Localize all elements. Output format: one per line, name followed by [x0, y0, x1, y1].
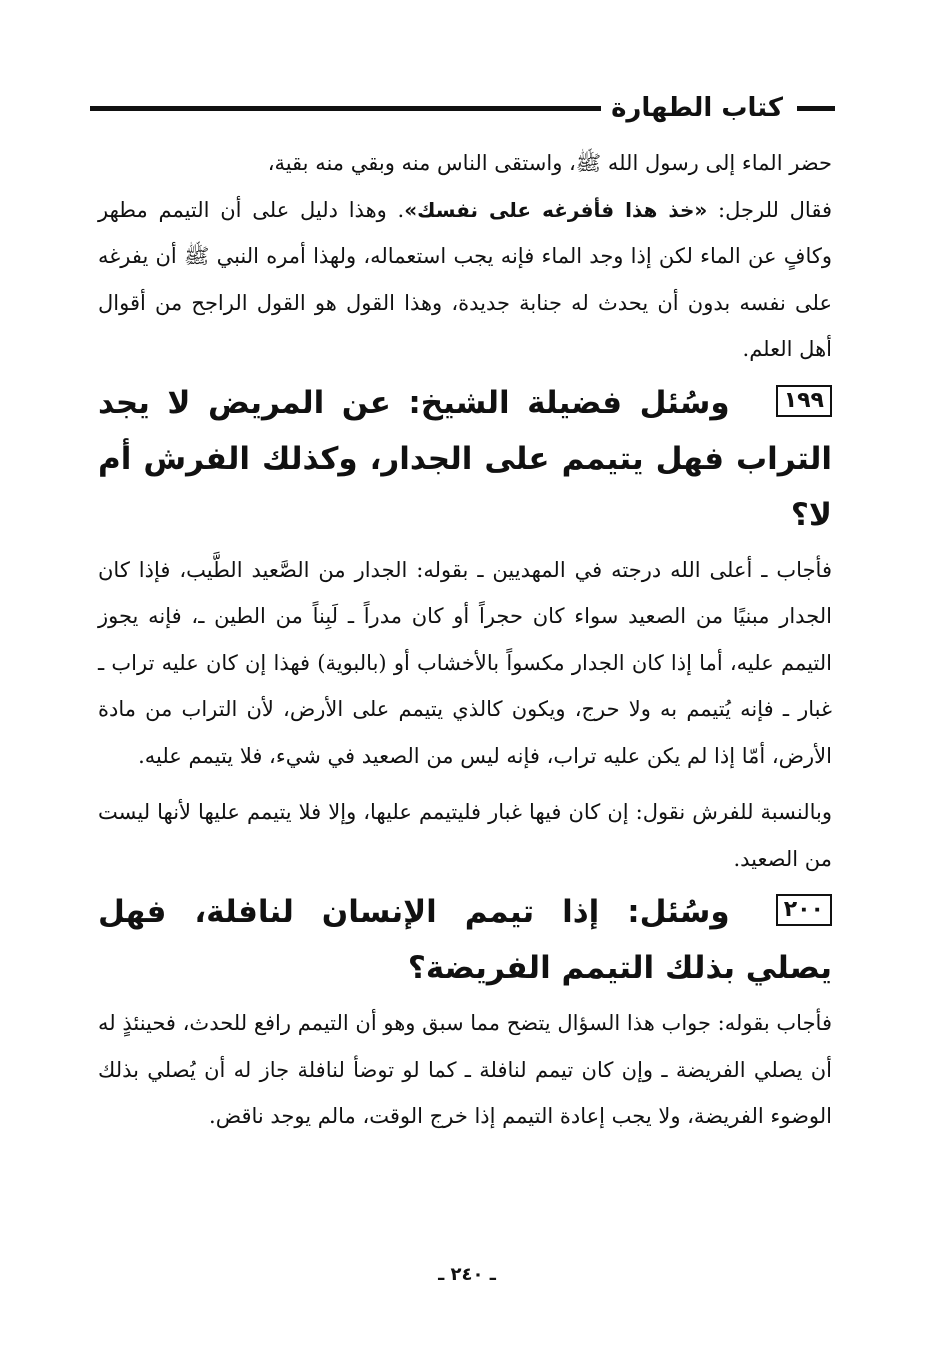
page-body	[98, 140, 832, 1140]
answer-199-paragraph-2: وبالنسبة للفرش نقول: إن كان فيها غبار فليتيمم عليها، وإلا فلا يتيمم عليها لأنها ليست من الصعيد.	[98, 800, 832, 871]
chapter-title: كتاب الطهارة	[611, 93, 783, 123]
question-text-199: وسُئل فضيلة الشيخ: عن المريض لا يجد التراب فهل يتيمم على الجدار، وكذلك الفرش أم لا؟	[98, 384, 832, 533]
header-rule	[90, 106, 601, 111]
question-number-200: ٢٠٠	[776, 894, 832, 926]
question-199	[98, 375, 832, 543]
paragraph-hadith: فقال للرجل: «خذ هذا فأفرغه على نفسك». وهذا دليل على أن التيمم مطهر وكافٍ عن الماء لكن إذا وجد الماء فإنه يجب استعماله، ولهذا أمره النبي ﷺ أن يفرغه على نفسه بدون أن يحدث له جنابة جديدة، وهذا القول هو القول الراجح من أقوال أهل العلم.	[98, 197, 832, 361]
question-200	[98, 884, 832, 996]
question-text-200: وسُئل: إذا تيمم الإنسان لنافلة، فهل يصلي بذلك التيمم الفريضة؟	[98, 894, 832, 986]
hadith-quote: «خذ هذا فأفرغه على نفسك»	[404, 197, 708, 222]
paragraph-continuation: حضر الماء إلى رسول الله ﷺ، واستقى الناس منه وبقي منه بقية،	[267, 151, 832, 175]
running-header	[90, 88, 835, 128]
page-number: ـ ٢٤٠ ـ	[438, 1264, 496, 1285]
question-number-199: ١٩٩	[776, 385, 832, 417]
answer-200-paragraph: فأجاب بقوله: جواب هذا السؤال يتضح مما سبق وهو أن التيمم رافع للحدث، فحينئذٍ له أن يصلي الفريضة ـ وإن كان تيمم لنافلة ـ كما لو توضأ لنافلة جاز له أن يُصلي بذلك الوضوء الفريضة، ولا يجب إعادة التيمم إذا خرج الوقت، مالم يوجد ناقض.	[98, 1011, 832, 1128]
header-dash	[797, 106, 835, 111]
answer-199-paragraph-1: فأجاب ـ أعلى الله درجته في المهديين ـ بقوله: الجدار من الصَّعيد الطَّيب، فإذا كان الجدار مبنيًا من الصعيد سواء كان حجراً أو كان مدراً ـ لَبِناً من الطين ـ، فإنه يجوز التيمم عليه، أما إذا كان الجدار مكسواً بالأخشاب أو (بالبوية) فهذا إن كان عليه تراب ـ غبار ـ فإنه يُتيمم به ولا حرج، ويكون كالذي يتيمم على الأرض، لأن التراب من مادة الأرض، أمّا إذا لم يكن عليه تراب، فإنه ليس من الصعيد في شيء، فلا يتيمم عليه.	[98, 557, 832, 768]
